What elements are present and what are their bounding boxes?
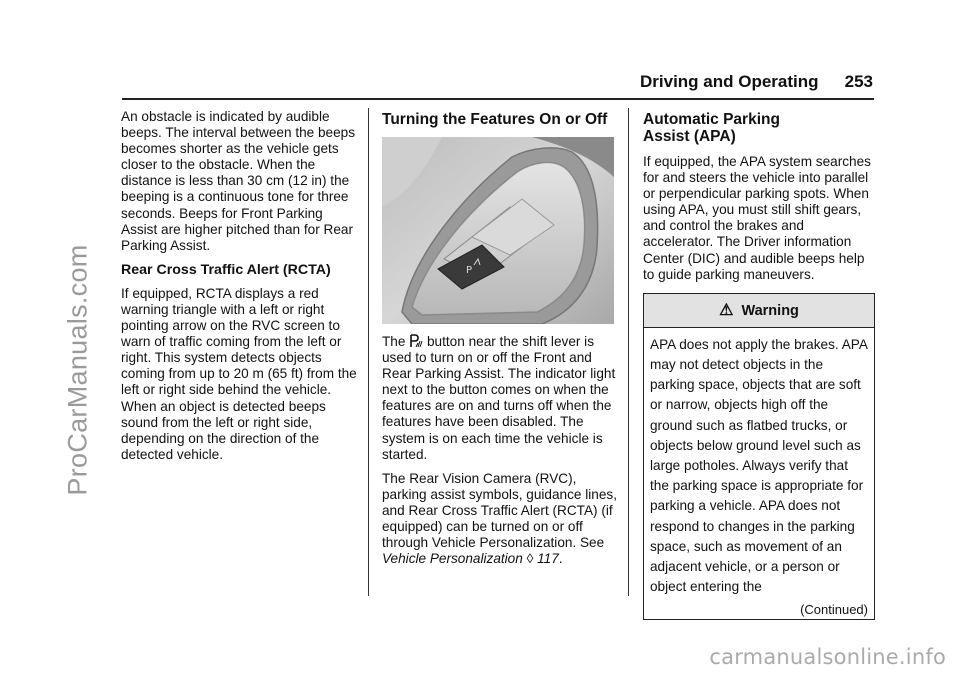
column-right (643, 111, 875, 620)
obstacle-paragraph: An obstacle is indicated by audible beeps. The interval between the beeps becomes shorter as the vehicle gets closer to the obstacle. When the distance is less than 30 cm (12 in) the beeping is a continuous tone for three seconds. Beeps for Front Parking Assist are higher pitched than for Rear Parking Assist. (121, 109, 356, 253)
button-paragraph-rest: button near the shift lever is used to turn on or off the Front and Rear Parking Assist. The indicator light next to the button comes on when the features are on and turns off when the features have been disabled. The system is on each time the vehicle is started. (382, 334, 616, 462)
page-ref-symbol: ◊ (526, 551, 534, 567)
warning-box (643, 293, 875, 621)
column-divider-1 (368, 108, 369, 596)
warning-header (644, 294, 874, 328)
side-watermark: ProCarManuals.com (62, 244, 93, 496)
svg-text:P: P (466, 265, 473, 276)
column-middle (382, 111, 618, 575)
warning-triangle-icon: ⚠ (719, 301, 734, 319)
page-ref-number[interactable]: 117 (537, 551, 559, 567)
button-paragraph (382, 334, 618, 463)
page-number: 253 (844, 72, 873, 91)
button-paragraph-start: The (382, 334, 406, 349)
page-header (640, 72, 873, 98)
continued-label: (Continued) (800, 602, 868, 618)
section-title: Driving and Operating (640, 72, 819, 91)
rcta-paragraph: If equipped, RCTA displays a red warning triangle with a left or right pointing arrow on the RVC screen to warn of traffic coming from the left or right. This system detects objects coming from up to 20 m (65 ft) from the left or right side behind the vehicle. When an object is detected beeps sound from the left or right side, depending on the direction of the detected vehicle. (121, 285, 357, 462)
apa-paragraph: If equipped, the APA system searches for and steers the vehicle into parallel or perpendicular parking spots. When using APA, you must still shift gears, and control the brakes and accelerator. The Driver information Center (DIC) and audible beeps help to guide parking maneuvers. (643, 154, 871, 282)
warning-body: APA does not apply the brakes. APA may not detect objects in the parking space, objects that are soft or narrow, objects high off the ground such as flatbed trucks, or objects below ground level such as large potholes. Always verify that the parking space is appropriate for parking a vehicle. APA does not respond to changes in the parking space, such as movement of an adjacent vehicle, or a person or object entering the (650, 336, 868, 595)
personalization-link[interactable]: Vehicle Personalization (382, 551, 523, 567)
column-divider-2 (628, 108, 629, 596)
personalization-text: The Rear Vision Camera (RVC), parking assist symbols, guidance lines, and Rear Cross Traffic Alert (RCTA) (if equipped) can be turned on or off through Vehicle Personalization. See (382, 470, 617, 551)
warning-title: Warning (741, 302, 799, 319)
rcta-heading: Rear Cross Traffic Alert (RCTA) (121, 261, 331, 278)
features-heading: Turning the Features On or Off (382, 111, 608, 128)
header-rule (122, 98, 874, 100)
column-left (121, 109, 359, 471)
parking-assist-button-icon (409, 334, 423, 348)
parking-assist-button-photo (382, 137, 614, 324)
personalization-paragraph (382, 471, 618, 568)
bottom-watermark: carmanualsonline.info (709, 645, 946, 669)
sentence-end: . (558, 551, 563, 567)
apa-heading: Automatic Parking Assist (APA) (643, 111, 780, 145)
